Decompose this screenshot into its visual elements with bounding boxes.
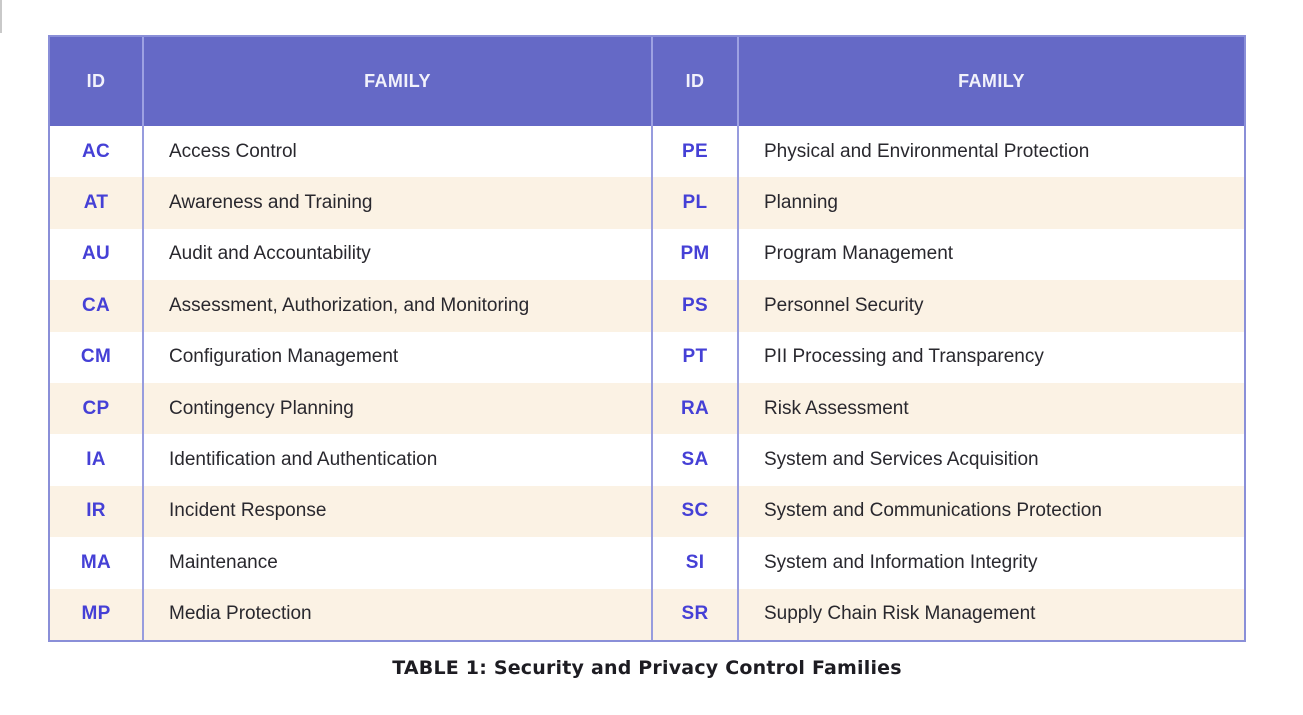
id-cell: IA <box>50 434 142 485</box>
id-cell: IR <box>50 486 142 537</box>
control-families-table <box>48 35 1246 642</box>
family-cell: Supply Chain Risk Management <box>737 589 1244 640</box>
column-header-family-left: FAMILY <box>142 37 651 126</box>
family-cell: PII Processing and Transparency <box>737 332 1244 383</box>
family-cell: Incident Response <box>142 486 651 537</box>
family-cell: System and Services Acquisition <box>737 434 1244 485</box>
family-cell: Contingency Planning <box>142 383 651 434</box>
id-cell: PM <box>651 229 737 280</box>
family-cell: Planning <box>737 177 1244 228</box>
id-cell: SR <box>651 589 737 640</box>
id-cell: AU <box>50 229 142 280</box>
column-header-family-right: FAMILY <box>737 37 1244 126</box>
family-cell: Maintenance <box>142 537 651 588</box>
family-cell: Awareness and Training <box>142 177 651 228</box>
id-cell: PL <box>651 177 737 228</box>
family-cell: Configuration Management <box>142 332 651 383</box>
column-header-id-right: ID <box>651 37 737 126</box>
id-cell: SC <box>651 486 737 537</box>
id-cell: PE <box>651 126 737 177</box>
id-cell: RA <box>651 383 737 434</box>
id-cell: AC <box>50 126 142 177</box>
family-cell: Audit and Accountability <box>142 229 651 280</box>
family-cell: System and Information Integrity <box>737 537 1244 588</box>
id-cell: SA <box>651 434 737 485</box>
family-cell: Physical and Environmental Protection <box>737 126 1244 177</box>
family-cell: System and Communications Protection <box>737 486 1244 537</box>
family-cell: Identification and Authentication <box>142 434 651 485</box>
id-cell: CA <box>50 280 142 331</box>
id-cell: MP <box>50 589 142 640</box>
family-cell: Program Management <box>737 229 1244 280</box>
family-cell: Media Protection <box>142 589 651 640</box>
family-cell: Personnel Security <box>737 280 1244 331</box>
page-edge-artifact <box>0 0 2 33</box>
id-cell: PS <box>651 280 737 331</box>
family-cell: Risk Assessment <box>737 383 1244 434</box>
id-cell: AT <box>50 177 142 228</box>
column-header-id-left: ID <box>50 37 142 126</box>
id-cell: PT <box>651 332 737 383</box>
id-cell: SI <box>651 537 737 588</box>
table-caption: TABLE 1: Security and Privacy Control Families <box>392 657 902 679</box>
family-cell: Assessment, Authorization, and Monitoring <box>142 280 651 331</box>
id-cell: CM <box>50 332 142 383</box>
id-cell: CP <box>50 383 142 434</box>
family-cell: Access Control <box>142 126 651 177</box>
id-cell: MA <box>50 537 142 588</box>
